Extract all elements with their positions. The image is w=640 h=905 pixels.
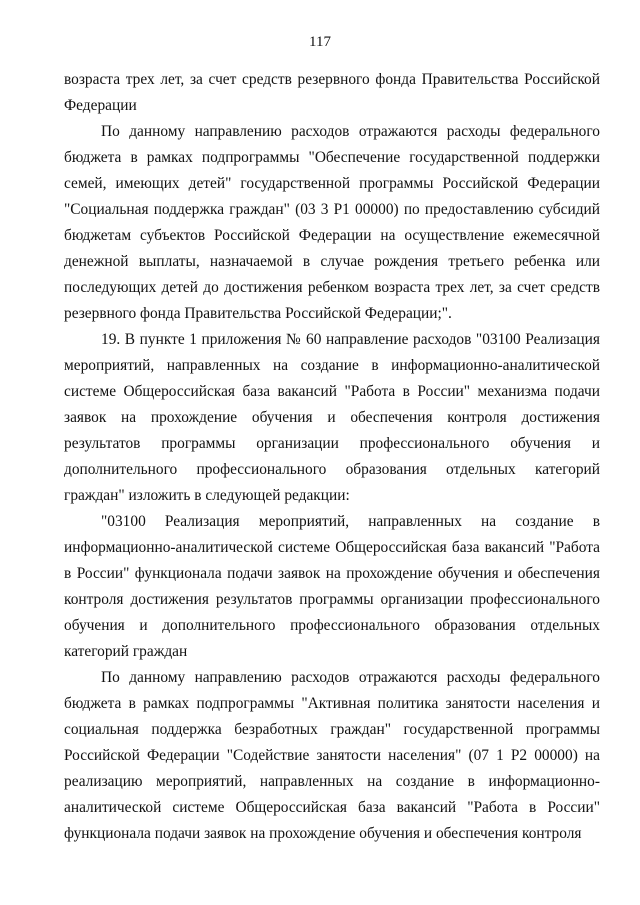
paragraph-expense-description-2: По данному направлению расходов отражаются расходы федерального бюджета в рамках подпрограммы "Активная политика занятости населения и социальная поддержка безработных граждан" государственной программы Российской Федерации "Содействие занятости населения" (07 1 Р2 00000) на реализацию мероприятий, направленных на создание в информационно-аналитической системе Общероссийская база вакансий "Работа в России" функционала подачи заявок на прохождение обучения и обеспечения контроля	[64, 669, 600, 842]
page-number: 117	[309, 34, 331, 50]
paragraph-expense-description: По данному направлению расходов отражаются расходы федерального бюджета в рамках подпрограммы "Обеспечение государственной поддержки семей, имеющих детей" государственной программы Российской Федерации "Социальная поддержка граждан" (03 3 Р1 00000) по предоставлению субсидий бюджетам субъектов Российской Федерации на осуществление ежемесячной денежной выплаты, назначаемой в случае рождения третьего ребенка или последующих детей до достижения ребенком возраста трех лет, за счет средств резервного фонда Правительства Российской Федерации;".	[64, 123, 600, 322]
paragraph-new-wording-03100: "03100 Реализация мероприятий, направленных на создание в информационно-аналитической системе Общероссийская база вакансий "Работа в России" функционала подачи заявок на прохождение обучения и обеспечения контроля достижения результатов программы организации профессионального обучения и дополнительного профессионального образования отдельных категорий граждан	[64, 513, 600, 660]
paragraph-continuation: возраста трех лет, за счет средств резервного фонда Правительства Российской Федерации	[64, 71, 600, 114]
paragraph-item-19: 19. В пункте 1 приложения № 60 направление расходов "03100 Реализация мероприятий, направленных на создание в информационно-аналитической системе Общероссийская база вакансий "Работа в России" механизма подачи заявок на прохождение обучения и обеспечения контроля достижения результатов программы организации профессионального обучения и дополнительного профессионального образования отдельных категорий граждан" изложить в следующей редакции:	[64, 331, 600, 504]
document-body	[64, 67, 600, 847]
